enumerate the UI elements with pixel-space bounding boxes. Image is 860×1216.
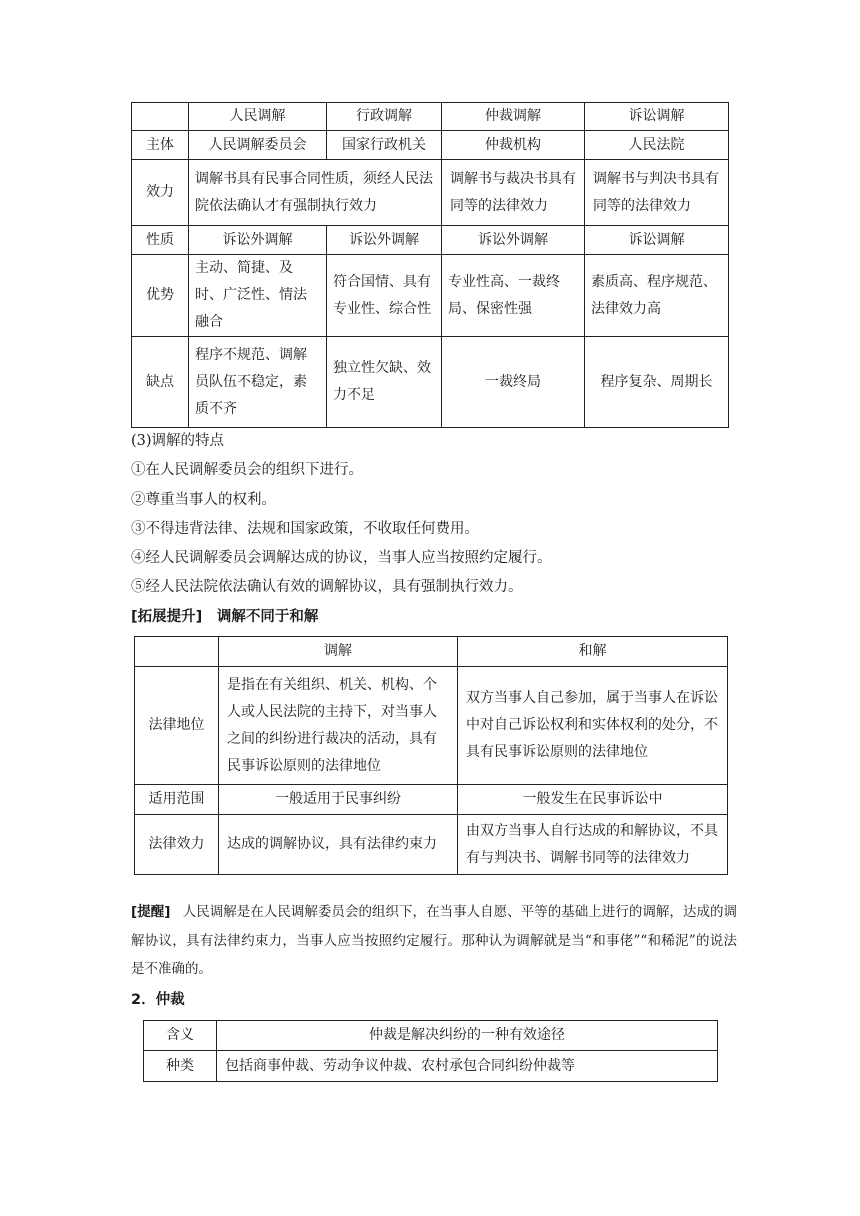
table-cell: 独立性欠缺、效力不足 — [327, 337, 442, 428]
extend-tag: [拓展提升] — [131, 609, 203, 625]
table-cell: 诉讼调解 — [585, 226, 729, 255]
mediation-comparison-table — [131, 102, 729, 428]
table-cell: 素质高、程序规范、法律效力高 — [585, 255, 729, 337]
table-cell: 达成的调解协议，具有法律约束力 — [219, 815, 458, 875]
header-cell: 诉讼调解 — [585, 103, 729, 131]
table-row — [144, 1021, 718, 1051]
table-cell: 程序复杂、周期长 — [585, 337, 729, 428]
arbitration-table — [143, 1020, 718, 1082]
row-label: 性质 — [132, 226, 189, 255]
section-title: 2．仲裁 — [131, 992, 185, 1008]
table-cell: 程序不规范、调解员队伍不稳定，素质不齐 — [189, 337, 327, 428]
extend-heading — [131, 607, 318, 627]
table-cell: 诉讼外调解 — [327, 226, 442, 255]
header-cell: 人民调解 — [189, 103, 327, 131]
row-label: 效力 — [132, 160, 189, 226]
row-label: 适用范围 — [135, 785, 219, 815]
tip-text: 人民调解是在人民调解委员会的组织下，在当事人自愿、平等的基础上进行的调解，达成的调解协议，具有法律约束力，当事人应当按照约定履行。那种认为调解就是当“和事佬”“和稀泥”的说法是不准确的。 — [131, 904, 737, 977]
tip-paragraph — [131, 898, 737, 984]
list-item: ⑤经人民法院依法确认有效的调解协议，具有强制执行效力。 — [131, 579, 523, 595]
list-item: ②尊重当事人的权利。 — [131, 492, 276, 508]
table-cell: 一般发生在民事诉讼中 — [458, 785, 728, 815]
table-cell: 调解书具有民事合同性质，须经人民法院依法确认才有强制执行效力 — [189, 160, 442, 226]
table-row — [132, 337, 729, 428]
table-cell: 仲裁机构 — [442, 131, 585, 160]
table-cell: 是指在有关组织、机关、机构、个人或人民法院的主持下，对当事人之间的纠纷进行裁决的活动，具有民事诉讼原则的法律地位 — [219, 667, 458, 785]
table-row — [132, 131, 729, 160]
list-item: ③不得违背法律、法规和国家政策，不收取任何费用。 — [131, 521, 479, 537]
table-cell: 双方当事人自己参加，属于当事人在诉讼中对自己诉讼权利和实体权利的处分，不具有民事诉讼原则的法律地位 — [458, 667, 728, 785]
header-cell — [135, 637, 219, 667]
header-cell: 调解 — [219, 637, 458, 667]
table-row — [132, 255, 729, 337]
features-title: (3)调解的特点 — [131, 433, 225, 449]
row-label: 缺点 — [132, 337, 189, 428]
table-cell: 诉讼外调解 — [442, 226, 585, 255]
table-cell: 一裁终局 — [442, 337, 585, 428]
list-item: ①在人民调解委员会的组织下进行。 — [131, 462, 363, 478]
table-row — [132, 226, 729, 255]
table-header-row — [135, 637, 728, 667]
table-row — [132, 160, 729, 226]
table-cell: 一般适用于民事纠纷 — [219, 785, 458, 815]
table-cell: 主动、简捷、及时、广泛性、情法融合 — [189, 255, 327, 337]
table-cell: 人民调解委员会 — [189, 131, 327, 160]
table-cell: 人民法院 — [585, 131, 729, 160]
header-cell — [132, 103, 189, 131]
table-cell: 调解书与裁决书具有同等的法律效力 — [442, 160, 585, 226]
table-cell: 符合国情、具有专业性、综合性 — [327, 255, 442, 337]
header-cell: 和解 — [458, 637, 728, 667]
row-label: 法律效力 — [135, 815, 219, 875]
row-label: 种类 — [144, 1051, 217, 1082]
table-cell: 专业性高、一裁终局、保密性强 — [442, 255, 585, 337]
mediation-vs-settlement-table — [134, 636, 728, 875]
table-row — [135, 815, 728, 875]
table-cell: 包括商事仲裁、劳动争议仲裁、农村承包合同纠纷仲裁等 — [217, 1051, 718, 1082]
header-cell: 仲裁调解 — [442, 103, 585, 131]
table-cell: 由双方当事人自行达成的和解协议，不具有与判决书、调解书同等的法律效力 — [458, 815, 728, 875]
extend-title: 调解不同于和解 — [216, 609, 319, 625]
row-label: 法律地位 — [135, 667, 219, 785]
table-cell: 调解书与判决书具有同等的法律效力 — [585, 160, 729, 226]
table-cell: 仲裁是解决纠纷的一种有效途径 — [217, 1021, 718, 1051]
table-row — [135, 785, 728, 815]
table-cell: 诉讼外调解 — [189, 226, 327, 255]
table-cell: 国家行政机关 — [327, 131, 442, 160]
table-row — [144, 1051, 718, 1082]
table-header-row — [132, 103, 729, 131]
list-item: ④经人民调解委员会调解达成的协议，当事人应当按照约定履行。 — [131, 550, 552, 566]
header-cell: 行政调解 — [327, 103, 442, 131]
tip-tag: [提醒] — [131, 904, 171, 920]
table-row — [135, 667, 728, 785]
row-label: 优势 — [132, 255, 189, 337]
row-label: 主体 — [132, 131, 189, 160]
row-label: 含义 — [144, 1021, 217, 1051]
